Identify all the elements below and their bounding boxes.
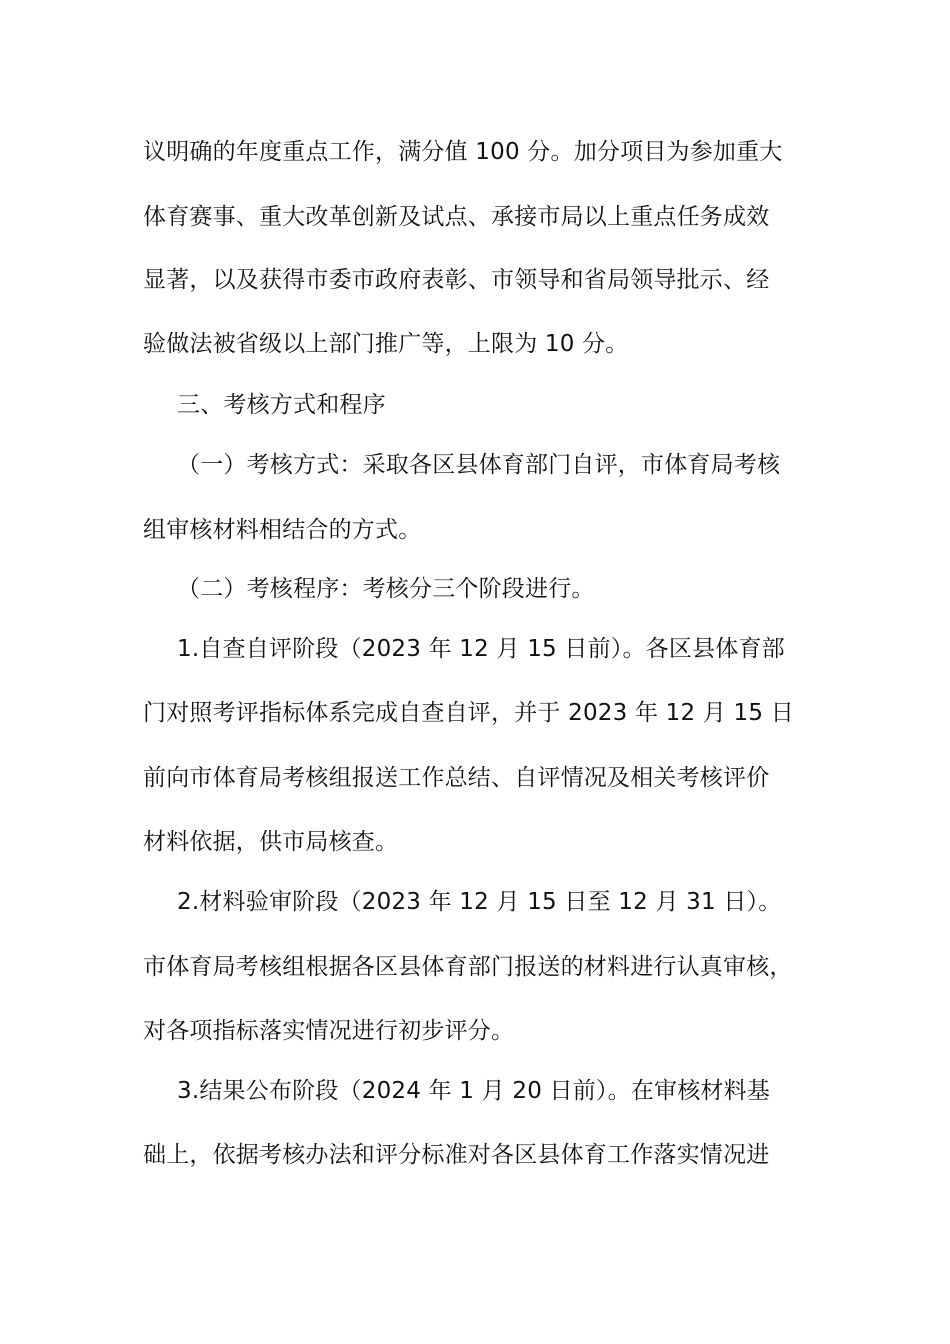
- text-line: 市体育局考核组根据各区县体育部门报送的材料进行认真审核，: [143, 954, 793, 980]
- text-line: 门对照考评指标体系完成自查自评，并于 2023 年 12 月 15 日: [143, 700, 794, 726]
- text-line: 验做法被省级以上部门推广等，上限为 10 分。: [143, 331, 629, 357]
- text-line: （一）考核方式：采取各区县体育部门自评，市体育局考核: [177, 452, 781, 478]
- text-line: 1.自查自评阶段（2023 年 12 月 15 日前）。各区县体育部: [177, 636, 785, 662]
- text-line: 材料依据，供市局核查。: [143, 829, 399, 855]
- text-line: 前向市体育局考核组报送工作总结、自评情况及相关考核评价: [143, 765, 770, 791]
- text-line: 3.结果公布阶段（2024 年 1 月 20 日前）。在审核材料基: [177, 1078, 771, 1104]
- section-heading: 三、考核方式和程序: [177, 392, 386, 418]
- text-line: 组审核材料相结合的方式。: [143, 517, 422, 543]
- text-line: 对各项指标落实情况进行初步评分。: [143, 1018, 515, 1044]
- text-line: 议明确的年度重点工作，满分值 100 分。加分项目为参加重大: [143, 139, 783, 165]
- text-line: 体育赛事、重大改革创新及试点、承接市局以上重点任务成效: [143, 204, 770, 230]
- text-line: 础上，依据考核办法和评分标准对各区县体育工作落实情况进: [143, 1142, 770, 1168]
- text-line: （二）考核程序：考核分三个阶段进行。: [177, 576, 595, 602]
- text-line: 2.材料验审阶段（2023 年 12 月 15 日至 12 月 31 日）。: [177, 889, 782, 915]
- text-line: 显著，以及获得市委市政府表彰、市领导和省局领导批示、经: [143, 267, 770, 293]
